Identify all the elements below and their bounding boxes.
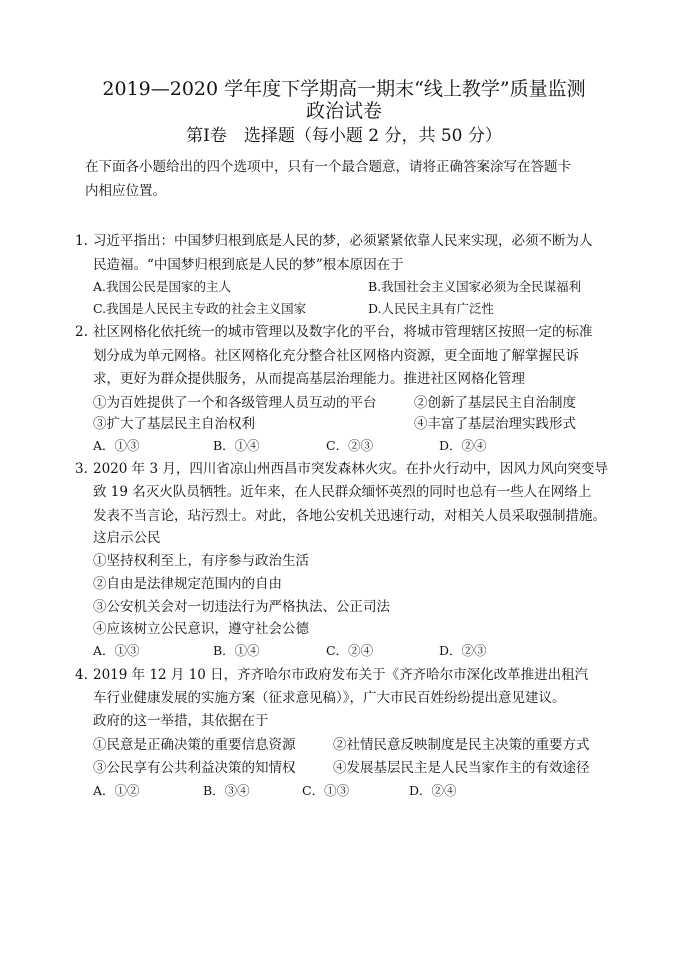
exam-subject: 政治试卷 <box>305 100 382 122</box>
option-b: B.我国社会主义国家必须为全民谋福利 <box>368 279 582 294</box>
question-number: 3. <box>75 461 88 477</box>
question-stem-line: 2020 年 3 月，四川省凉山州西昌市突发森林火灾。在扑火行动中，因风力风向突变导 <box>93 461 608 477</box>
option-d: D．②④ <box>439 438 487 453</box>
question-stem-line: 2019 年 12 月 10 日，齐齐哈尔市政府发布关于《齐齐哈尔市深化改革推进出租汽 <box>93 667 589 683</box>
option-b: B．①④ <box>213 643 260 658</box>
option-d: D．②④ <box>409 783 457 798</box>
option-c: C．②③ <box>326 438 374 453</box>
question-number: 4. <box>75 667 88 683</box>
statement-1: ①为百姓提供了一个和各级管理人员互动的平台 <box>93 395 377 411</box>
option-c: C．②④ <box>326 643 374 658</box>
statement-3: ③公安机关会对一切违法行为严格执法、公正司法 <box>93 599 390 615</box>
option-c: C.我国是人民民主专政的社会主义国家 <box>93 301 307 316</box>
statement-1: ①坚持权利至上，有序参与政治生活 <box>93 553 309 569</box>
instruction-line-2: 内相应位置。 <box>85 183 166 199</box>
question-number: 1. <box>75 233 88 249</box>
option-b: B．③④ <box>203 783 250 798</box>
statement-1: ①民意是正确决策的重要信息资源 <box>93 737 296 753</box>
statement-3: ③公民享有公共利益决策的知情权 <box>93 760 296 776</box>
statement-4: ④丰富了基层治理实践形式 <box>414 416 576 432</box>
question-number: 2. <box>75 324 88 340</box>
statement-2: ②自由是法律规定范围内的自由 <box>93 576 282 592</box>
question-stem-line: 这启示公民 <box>93 530 161 546</box>
option-b: B．①④ <box>213 438 260 453</box>
option-c: C．①③ <box>302 783 350 798</box>
instruction-line-1: 在下面各小题给出的四个选项中，只有一个最合题意，请将正确答案涂写在答题卡 <box>85 159 571 175</box>
statement-4: ④应该树立公民意识，遵守社会公德 <box>93 621 309 637</box>
option-a: A.我国公民是国家的主人 <box>93 279 232 294</box>
question-stem-line: 民造福。“中国梦归根到底是人民的梦”根本原因在于 <box>93 257 404 273</box>
question-stem-line: 政府的这一举措，其依据在于 <box>93 713 269 729</box>
question-stem-line: 发表不当言论，玷污烈士。对此，各地公安机关迅速行动，对相关人员采取强制措施。 <box>93 508 606 524</box>
option-a: A．①② <box>93 783 140 798</box>
option-d: D.人民民主具有广泛性 <box>368 301 495 316</box>
option-d: D．②③ <box>439 643 487 658</box>
option-a: A．①③ <box>93 438 140 453</box>
question-stem-line: 习近平指出：中国梦归根到底是人民的梦，必须紧紧依靠人民来实现，必须不断为人 <box>93 233 593 249</box>
exam-title: 2019—2020 学年度下学期高一期末“线上教学”质量监测 <box>102 78 586 100</box>
statement-3: ③扩大了基层民主自治权利 <box>93 416 255 432</box>
question-stem-line: 求，更好为群众提供服务，从而提高基层治理能力。推进社区网格化管理 <box>93 371 525 387</box>
section-heading: 第Ⅰ卷 选择题（每小题 2 分，共 50 分） <box>186 126 502 146</box>
statement-4: ④发展基层民主是人民当家作主的有效途径 <box>333 760 590 776</box>
question-stem-line: 划分成为单元网格。社区网格化充分整合社区网格内资源，更全面地了解掌握民诉 <box>93 348 579 364</box>
statement-2: ②创新了基层民主自治制度 <box>414 395 576 411</box>
question-stem-line: 致 19 名灭火队员牺牲。近年来，在人民群众缅怀英烈的同时也总有一些人在网络上 <box>93 484 592 500</box>
question-stem-line: 社区网格化依托统一的城市管理以及数字化的平台，将城市管理辖区按照一定的标准 <box>93 324 593 340</box>
question-stem-line: 车行业健康发展的实施方案（征求意见稿）》，广大市民百姓纷纷提出意见建议。 <box>93 690 566 706</box>
statement-2: ②社情民意反映制度是民主决策的重要方式 <box>333 737 590 753</box>
option-a: A．①③ <box>93 643 140 658</box>
